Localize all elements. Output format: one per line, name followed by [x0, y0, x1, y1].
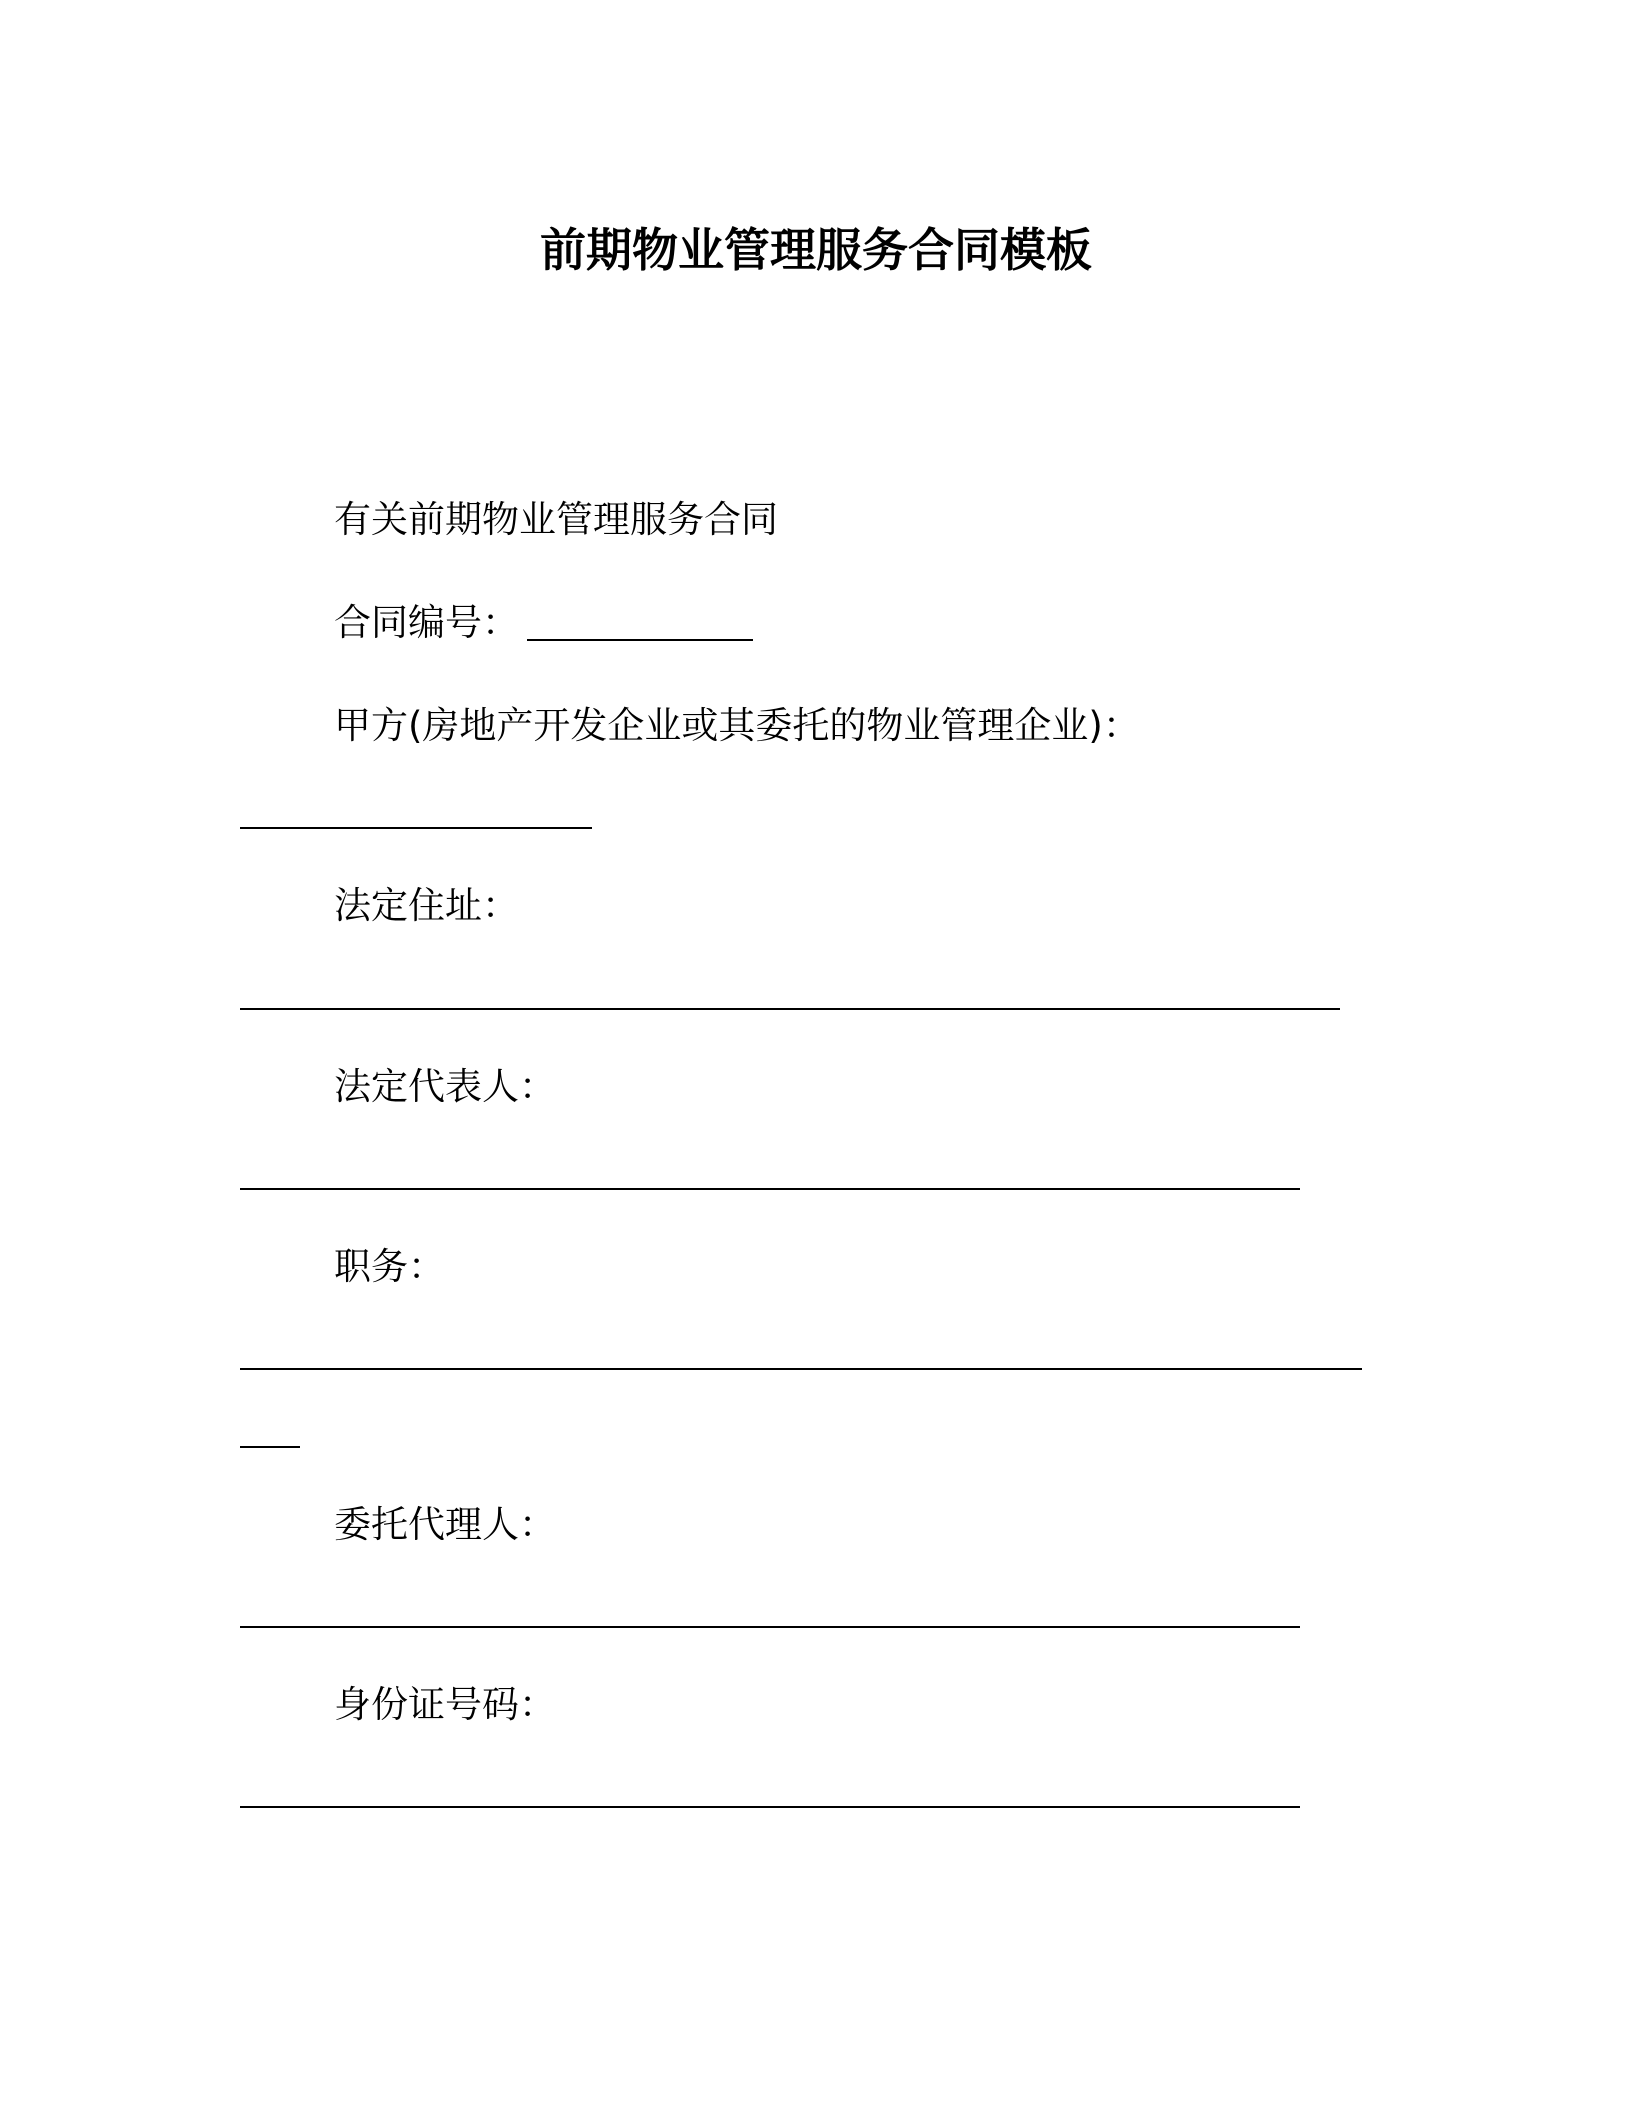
id-number-label: 身份证号码： [334, 1683, 556, 1726]
position-label: 职务： [334, 1245, 445, 1288]
agent-blank [240, 1626, 1300, 1628]
legal-representative-label: 法定代表人： [334, 1065, 556, 1108]
position-blank-continued [240, 1446, 300, 1448]
party-a-label: 甲方(房地产开发企业或其委托的物业管理企业)： [334, 704, 1140, 747]
document-subtitle: 有关前期物业管理服务合同 [334, 498, 778, 541]
contract-number-label: 合同编号： [334, 601, 519, 644]
legal-representative-blank [240, 1188, 1300, 1190]
party-a-blank [240, 827, 592, 829]
legal-address-label: 法定住址： [334, 884, 519, 927]
position-blank [240, 1368, 1362, 1370]
contract-number-blank [527, 639, 753, 641]
legal-address-blank [240, 1008, 1340, 1010]
document-title: 前期物业管理服务合同模板 [540, 223, 1092, 277]
id-number-blank [240, 1806, 1300, 1808]
agent-label: 委托代理人： [334, 1503, 556, 1546]
contract-number-row [334, 598, 753, 648]
